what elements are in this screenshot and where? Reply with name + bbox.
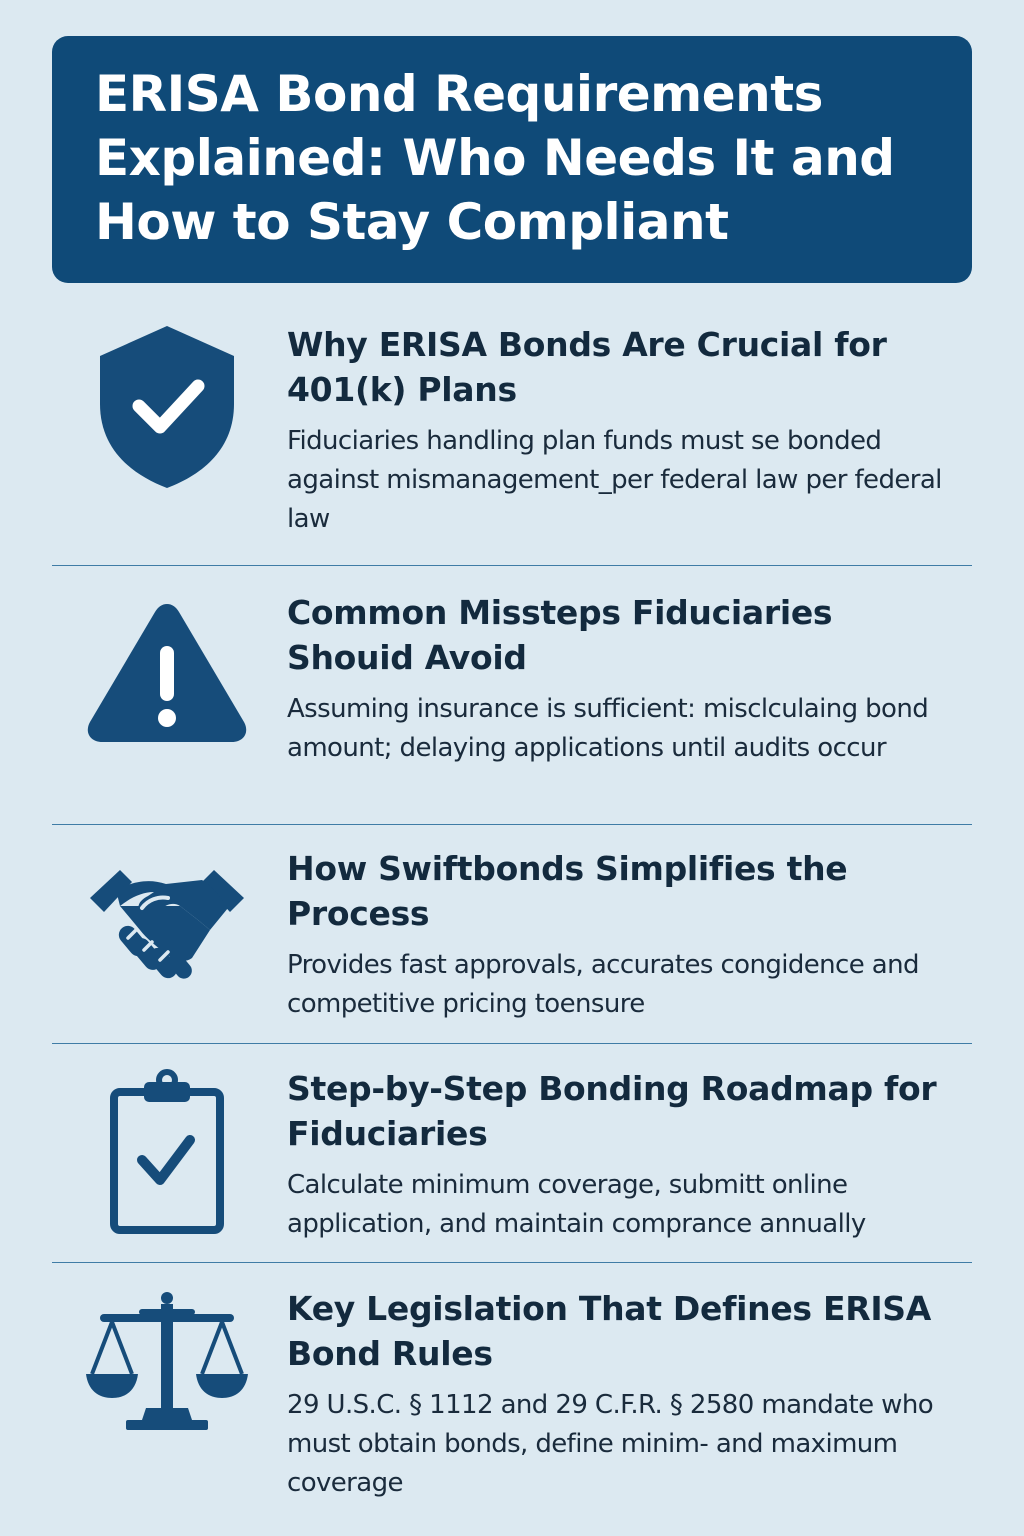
section-divider <box>52 1043 972 1044</box>
section-divider <box>52 824 972 825</box>
section-heading: Key Legislation That Defines ERISA Bond Rules <box>287 1289 931 1373</box>
section-text <box>287 846 957 1024</box>
section-body: 29 U.S.C. § 1112 and 29 C.F.R. § 2580 mandate who must obtain bonds, define minim- and maximum coverage <box>287 1390 934 1498</box>
section-divider <box>52 1262 972 1263</box>
handshake-icon <box>82 846 252 1016</box>
section-body: Assuming insurance is sufficient: misclculaing bond amount; delaying applications until audits occur <box>287 694 929 763</box>
section-body: Provides fast approvals, accurates congidence and competitive pricing toensure <box>287 950 919 1019</box>
section-body: Fiduciaries handling plan funds must se bonded against mismanagement_per federal law per federal law <box>287 426 942 534</box>
scales-of-justice-icon <box>82 1286 252 1456</box>
warning-triangle-icon <box>82 596 252 766</box>
section-text <box>287 322 957 539</box>
section-heading: Step-by-Step Bonding Roadmap for Fiduciaries <box>287 1069 937 1153</box>
section-divider <box>52 565 972 566</box>
shield-check-icon <box>82 320 252 490</box>
page-title: ERISA Bond Requirements Explained: Who Needs It and How to Stay Compliant <box>95 65 895 251</box>
section-heading: Common Missteps Fiduciaries Shouid Avoid <box>287 593 833 677</box>
title-banner <box>52 36 972 283</box>
section-why-erisa-bonds <box>52 318 972 548</box>
section-heading: Why ERISA Bonds Are Crucial for 401(k) Plans <box>287 325 887 409</box>
section-key-legislation <box>52 1286 972 1516</box>
section-text <box>287 1286 957 1503</box>
section-common-missteps <box>52 588 972 818</box>
section-body: Calculate minimum coverage, submitt online application, and maintain comprance annually <box>287 1170 866 1239</box>
clipboard-check-icon <box>82 1068 252 1238</box>
section-text <box>287 590 957 768</box>
section-text <box>287 1066 957 1244</box>
section-heading: How Swiftbonds Simplifies the Process <box>287 849 848 933</box>
section-bonding-roadmap <box>52 1066 972 1246</box>
section-swiftbonds-process <box>52 846 972 1036</box>
